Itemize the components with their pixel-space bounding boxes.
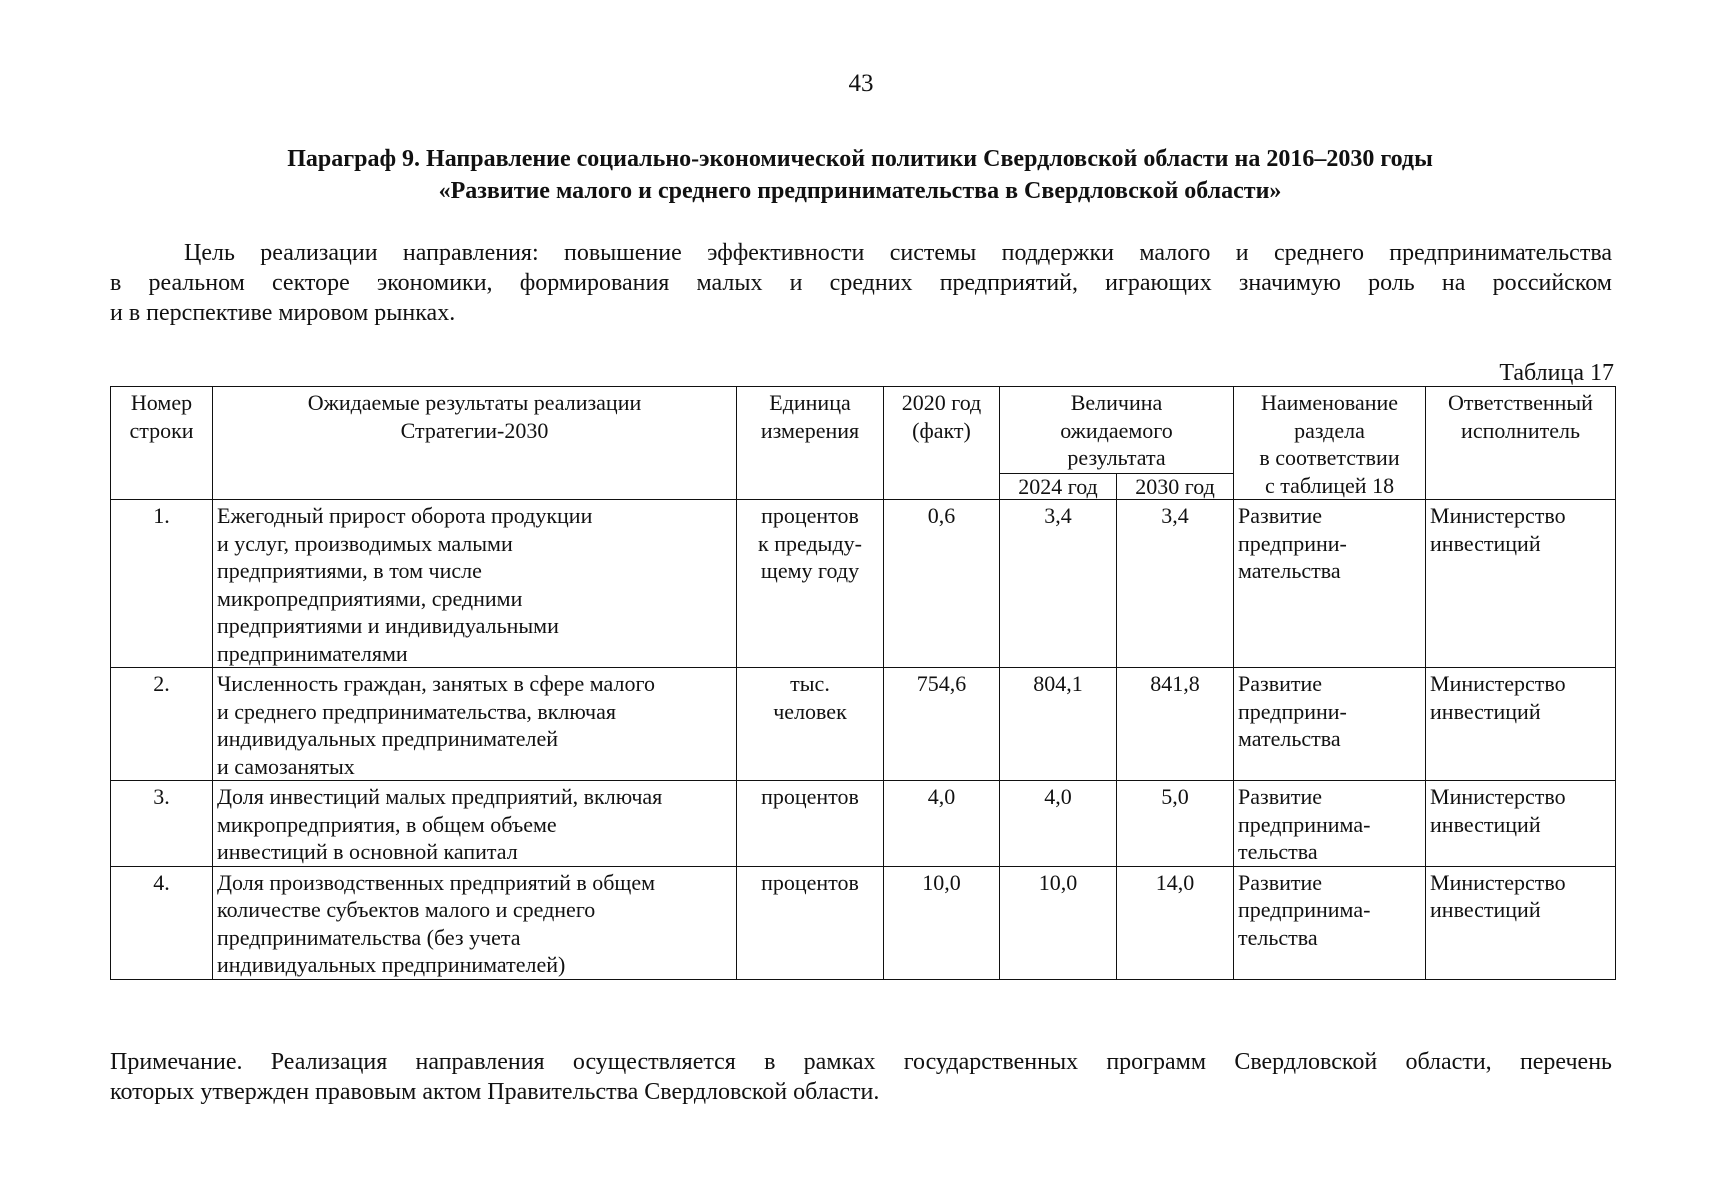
unit-line: тыс. [790, 671, 830, 696]
note-paragraph [110, 1047, 1612, 1107]
unit-of-measure [737, 781, 884, 867]
row-number: 1. [111, 500, 213, 668]
section-name [1234, 781, 1426, 867]
cell-line: инвестиций [1430, 530, 1541, 556]
expected-result-text [213, 866, 737, 979]
cell-line: микропредприятия, в общем объеме [217, 811, 557, 837]
page-number: 43 [848, 70, 874, 97]
heading-line-2: «Развитие малого и среднего предпринимательства в Свердловской области» [438, 178, 1282, 204]
cell-line: Министерство [1430, 869, 1566, 895]
cell-line: инвестиций [1430, 698, 1541, 724]
cell-line: Министерство [1430, 671, 1566, 696]
cell-line: предприятиями, в том числе [217, 558, 482, 583]
expected-result-text [213, 668, 737, 781]
unit-of-measure [737, 500, 884, 668]
note-line-1: Примечание. Реализация направления осуществляется в рамках государственных программ Свердловской области, перечень [110, 1049, 1612, 1075]
cell-line: Ежегодный прирост оборота продукции [217, 503, 593, 528]
value-2024: 10,0 [1000, 866, 1117, 979]
value-2024: 4,0 [1000, 781, 1117, 867]
cell-line: Развитие [1238, 869, 1323, 895]
unit-line: процентов [761, 869, 859, 895]
cell-line: Министерство [1430, 503, 1566, 528]
table-row [111, 866, 1616, 979]
unit-of-measure [737, 866, 884, 979]
cell-line: и среднего предпринимательства, включая [217, 698, 616, 724]
cell-line: мательства [1238, 558, 1341, 583]
responsible-executor [1426, 500, 1616, 668]
goal-line-1: Цель реализации направления: повышение эффективности системы поддержки малого и среднего предпринимательства [184, 240, 1612, 266]
unit-line: человек [773, 698, 847, 724]
row-number: 4. [111, 866, 213, 979]
table-caption: Таблица 17 [1499, 360, 1614, 386]
cell-line: и услуг, производимых малыми [217, 530, 513, 556]
cell-line: тельства [1238, 839, 1318, 864]
cell-line: количестве субъектов малого и среднего [217, 897, 596, 922]
section-name [1234, 866, 1426, 979]
value-2024: 3,4 [1000, 500, 1117, 668]
value-2030: 3,4 [1117, 500, 1234, 668]
cell-line: индивидуальных предпринимателей) [217, 952, 566, 977]
expected-result-text [213, 781, 737, 867]
table-row [111, 500, 1616, 668]
table-row [111, 781, 1616, 867]
table-body [111, 500, 1616, 980]
section-name [1234, 668, 1426, 781]
cell-line: инвестиций [1430, 811, 1541, 837]
heading-line-1: Параграф 9. Направление социально-экономической политики Свердловской области на 2016–2030 годы [287, 146, 1433, 172]
unit-line: к предыду- [758, 530, 862, 556]
unit-of-measure [737, 668, 884, 781]
header-unit: Единица измерения [737, 387, 884, 500]
cell-line: предпринима- [1238, 811, 1371, 837]
cell-line: Доля производственных предприятий в общем [217, 869, 656, 895]
cell-line: инвестиций в основной капитал [217, 839, 518, 864]
header-2020-fact: 2020 год (факт) [884, 387, 1000, 500]
unit-line: процентов [761, 784, 859, 809]
note-line-2: которых утвержден правовым актом Правительства Свердловской области. [110, 1079, 880, 1105]
header-year-2024: 2024 год [1000, 473, 1117, 499]
value-2030: 5,0 [1117, 781, 1234, 867]
cell-line: предпринимателями [217, 640, 408, 666]
expected-result-text [213, 500, 737, 668]
section-name [1234, 500, 1426, 668]
table-row [111, 668, 1616, 781]
cell-line: мательства [1238, 726, 1341, 751]
unit-line: процентов [761, 503, 859, 528]
header-responsible: Ответственный исполнитель [1426, 387, 1616, 500]
header-row-number: Номер строки [111, 387, 213, 500]
value-2024: 804,1 [1000, 668, 1117, 781]
responsible-executor [1426, 668, 1616, 781]
table-header-row [111, 387, 1616, 474]
value-2030: 841,8 [1117, 668, 1234, 781]
cell-line: Развитие [1238, 671, 1323, 696]
row-number: 3. [111, 781, 213, 867]
cell-line: предпринимательства (без учета [217, 924, 521, 950]
cell-line: инвестиций [1430, 897, 1541, 922]
row-number: 2. [111, 668, 213, 781]
goal-line-2: в реальном секторе экономики, формирования малых и средних предприятий, играющих значимую роль на российском [110, 270, 1612, 296]
results-table [110, 386, 1616, 980]
cell-line: Численность граждан, занятых в сфере малого [217, 671, 655, 696]
value-2020: 10,0 [884, 866, 1000, 979]
cell-line: индивидуальных предпринимателей [217, 726, 558, 751]
responsible-executor [1426, 781, 1616, 867]
cell-line: Развитие [1238, 503, 1323, 528]
header-expected-results: Ожидаемые результаты реализации Стратегии-2030 [213, 387, 737, 500]
cell-line: предприятиями и индивидуальными [217, 613, 559, 638]
value-2030: 14,0 [1117, 866, 1234, 979]
cell-line: Министерство [1430, 784, 1566, 809]
section-heading [110, 143, 1610, 207]
cell-line: микропредприятиями, средними [217, 585, 523, 611]
responsible-executor [1426, 866, 1616, 979]
value-2020: 0,6 [884, 500, 1000, 668]
cell-line: предприни- [1238, 698, 1347, 724]
header-section-name: Наименование раздела в соответствии с таблицей 18 [1234, 387, 1426, 500]
header-year-2030: 2030 год [1117, 473, 1234, 499]
value-2020: 754,6 [884, 668, 1000, 781]
cell-line: Развитие [1238, 784, 1323, 809]
value-2020: 4,0 [884, 781, 1000, 867]
goal-paragraph [110, 238, 1612, 328]
unit-line: щему году [760, 558, 860, 583]
cell-line: Доля инвестиций малых предприятий, включая [217, 784, 663, 809]
cell-line: предприни- [1238, 530, 1347, 556]
cell-line: и самозанятых [217, 753, 355, 779]
cell-line: предпринима- [1238, 897, 1371, 922]
goal-line-3: и в перспективе мировом рынках. [110, 300, 456, 326]
header-expected-value: Величина ожидаемого результата [1000, 387, 1234, 474]
cell-line: тельства [1238, 924, 1318, 950]
